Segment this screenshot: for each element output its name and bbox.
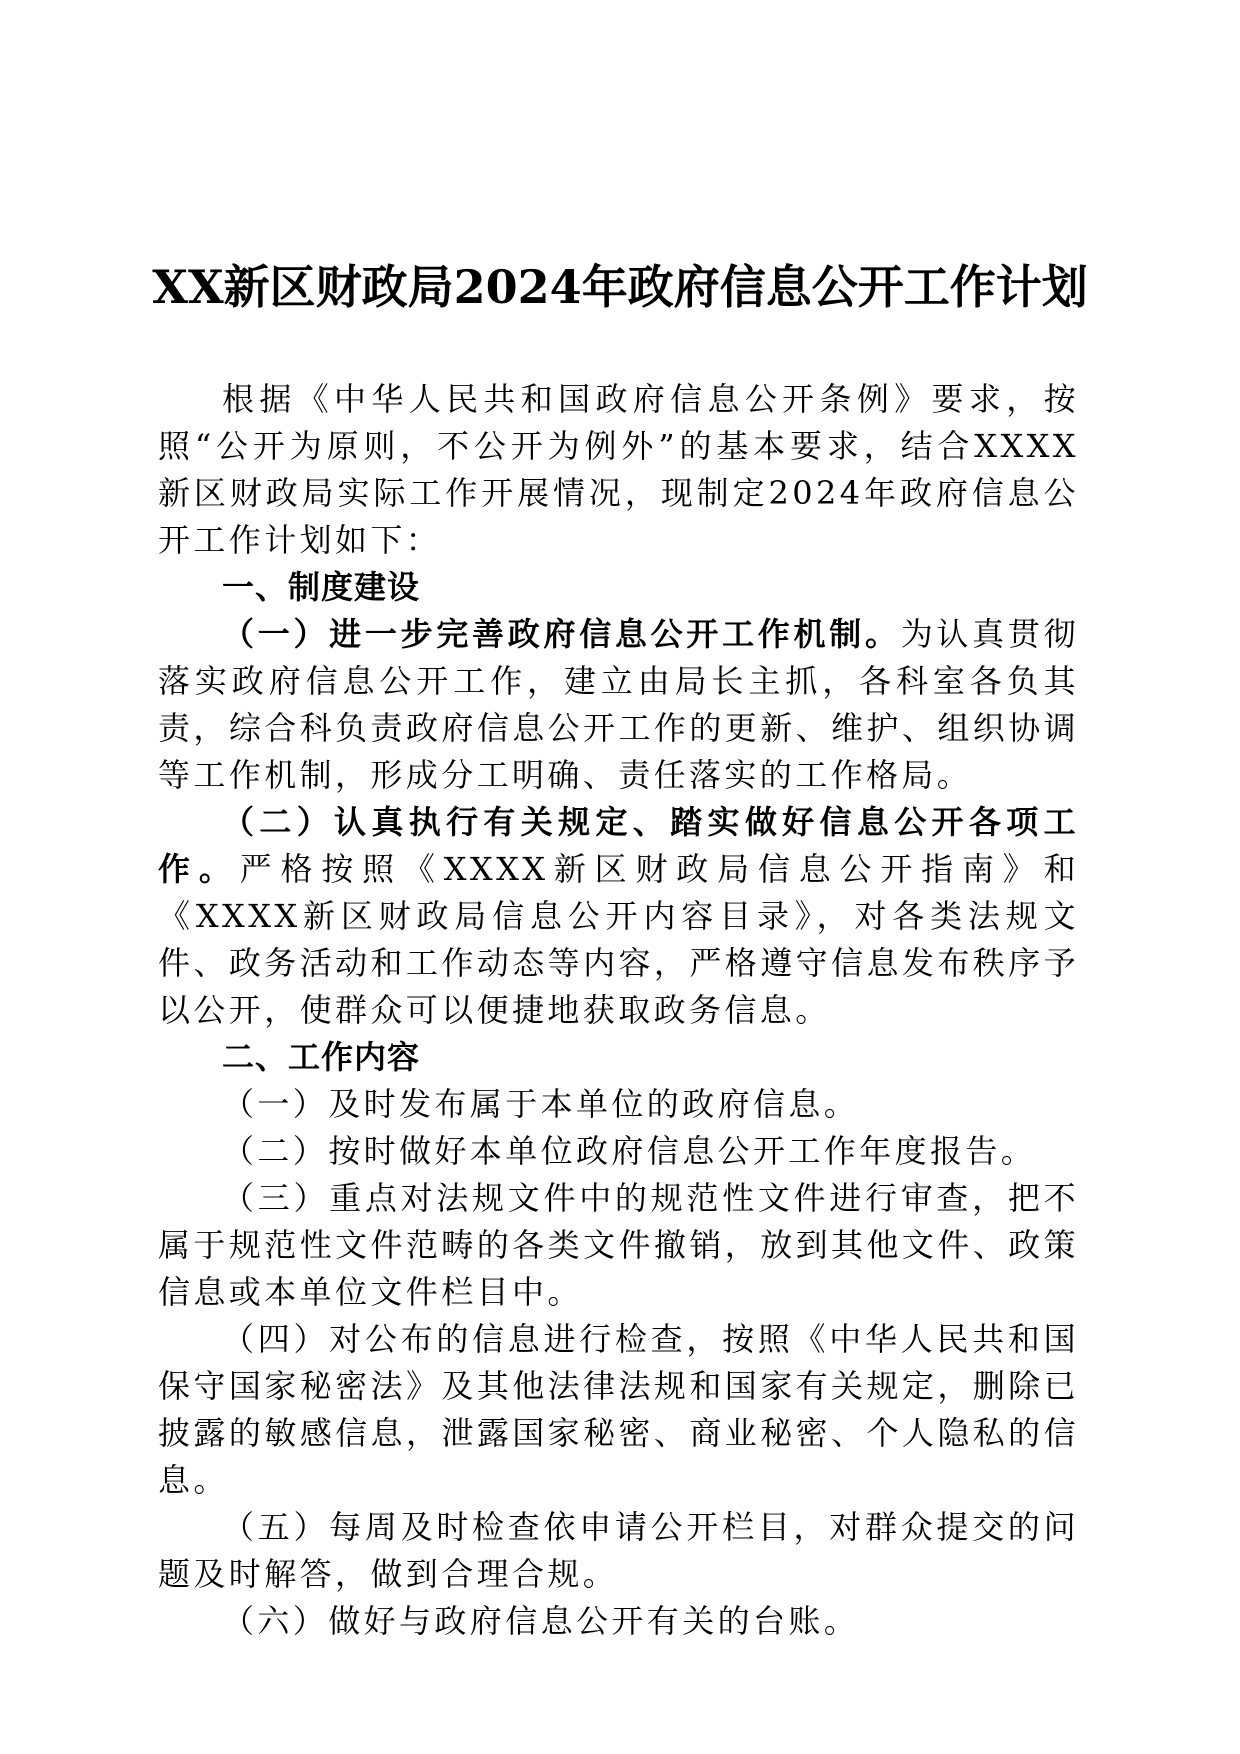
- section-heading-1: 一、制度建设: [222, 568, 421, 606]
- section1-item-2: [158, 799, 1079, 1034]
- section1-item-2-body: 严格按照《XXXX新区财政局信息公开指南》和《XXXX新区财政局信息公开内容目录》，对各类法规文件、政务活动和工作动态等内容，严格遵守信息发布秩序予以公开，使群众可以便捷地获取政务信息。: [158, 850, 1079, 1029]
- section2-item-4: （四）对公布的信息进行检查，按照《中华人民共和国保守国家秘密法》及其他法律法规和国家有关规定，删除已披露的敏感信息，泄露国家秘密、商业秘密、个人隐私的信息。: [158, 1320, 1079, 1499]
- section1-item-1-lead: （一）进一步完善政府信息公开工作机制。: [222, 615, 901, 653]
- section2-item-5: （五）每周及时检查依申请公开栏目，对群众提交的问题及时解答，做到合理合规。: [158, 1508, 1079, 1593]
- document-body: [158, 376, 1079, 1645]
- document-title: XX新区财政局2024年政府信息公开工作计划: [152, 260, 1088, 314]
- section2-item-3: （三）重点对法规文件中的规范性文件进行审查，把不属于规范性文件范畴的各类文件撤销，放到其他文件、政策信息或本单位文件栏目中。: [158, 1179, 1079, 1311]
- section2-item-1: （一）及时发布属于本单位的政府信息。: [222, 1085, 860, 1123]
- section1-item-1: [158, 611, 1079, 799]
- section1-item-1-body: 为认真贯彻落实政府信息公开工作，建立由局长主抓，各科室各负其责，综合科负责政府信息公开工作的更新、维护、组织协调等工作机制，形成分工明确、责任落实的工作格局。: [158, 615, 1079, 794]
- section1-item-2-lead: （二）认真执行有关规定、踏实做好信息公开各项工作。: [158, 803, 1079, 888]
- section2-item-2: （二）按时做好本单位政府信息公开工作年度报告。: [222, 1132, 1037, 1170]
- section-heading-2: 二、工作内容: [222, 1038, 421, 1076]
- section2-item-6: （六）做好与政府信息公开有关的台账。: [222, 1602, 860, 1640]
- intro-paragraph: 根据《中华人民共和国政府信息公开条例》要求，按照“公开为原则，不公开为例外”的基本要求，结合XXXX新区财政局实际工作开展情况，现制定2024年政府信息公开工作计划如下：: [158, 380, 1079, 559]
